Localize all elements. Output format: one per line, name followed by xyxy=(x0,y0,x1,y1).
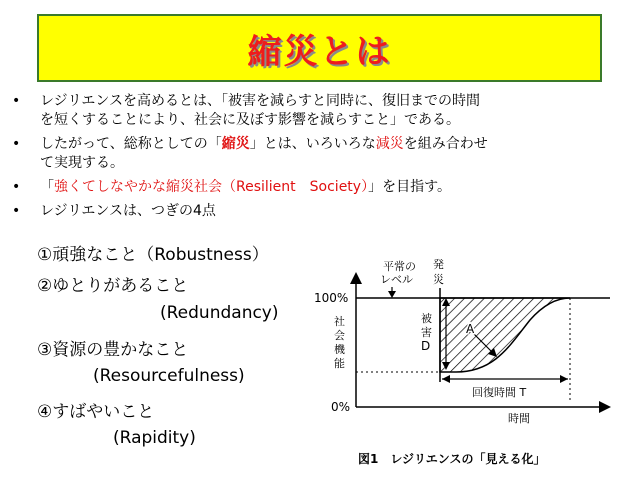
highlight-resilient-society: 強くてしなやかな縮災社会（Resilient Society） xyxy=(54,179,369,195)
bullet-dot: • xyxy=(12,136,21,152)
point-resourcefulness: ③資源の豊かなこと xyxy=(37,340,189,360)
y-label-100: 100% xyxy=(314,291,349,305)
highlight-shukusai: 縮災 xyxy=(221,136,250,152)
figure-caption: 図1 レジリエンスの「見える化」 xyxy=(358,452,546,466)
label-disaster-1: 発 xyxy=(433,258,444,271)
bullet-text-segment: 「 xyxy=(40,179,54,195)
point-redundancy: ②ゆとりがあること xyxy=(37,276,189,296)
label-normal-level-1: 平常の xyxy=(383,260,416,273)
bullet-text: レジリエンスは、つぎの4点 xyxy=(40,203,216,219)
highlight-gensai: 減災 xyxy=(375,136,404,152)
point-resourcefulness-en: (Resourcefulness) xyxy=(93,366,245,386)
y-axis-label-4: 能 xyxy=(334,357,345,370)
y-axis-label-1: 社 xyxy=(334,315,345,328)
point-robustness: ①頑強なこと（Robustness） xyxy=(37,245,269,265)
area-label: A xyxy=(466,322,475,336)
bullet-text: レジリエンスを高めるとは、「被害を減らすと同時に、復旧までの時間 xyxy=(40,93,480,109)
point-rapidity-en: (Rapidity) xyxy=(113,428,196,448)
bullet-dot: • xyxy=(12,93,21,109)
damage-label-2: 害 xyxy=(421,326,432,339)
y-label-0: 0% xyxy=(331,400,351,414)
damage-label-3: D xyxy=(421,339,431,353)
point-redundancy-en: (Redundancy) xyxy=(160,303,279,323)
bullet-text-segment: を組み合わせ xyxy=(403,136,488,152)
bullet-text: て実現する。 xyxy=(40,155,124,171)
label-normal-level-2: レベル xyxy=(380,273,413,286)
damage-label-1: 被 xyxy=(421,312,432,325)
bullet-dot: • xyxy=(12,179,21,195)
bullet-text-segment: したがって、総称としての「 xyxy=(40,136,222,152)
recovery-time-label: 回復時間 T xyxy=(472,386,527,399)
bullet-text-segment: 」を目指す。 xyxy=(368,179,451,195)
bullet-text-segment: 」とは、いろいろな xyxy=(249,136,376,152)
area-a xyxy=(440,298,570,372)
x-axis-label: 時間 xyxy=(508,412,530,425)
label-disaster-2: 災 xyxy=(433,273,444,286)
page-title: 縮災とは xyxy=(247,31,392,72)
y-axis-label-2: 会 xyxy=(334,329,345,342)
point-rapidity: ④すばやいこと xyxy=(37,402,155,422)
bullet-text: を短くすることにより、社会に及ぼす影響を減らすこと」である。 xyxy=(40,112,460,128)
y-axis-label-3: 機 xyxy=(334,343,345,356)
bullet-dot: • xyxy=(12,203,21,219)
